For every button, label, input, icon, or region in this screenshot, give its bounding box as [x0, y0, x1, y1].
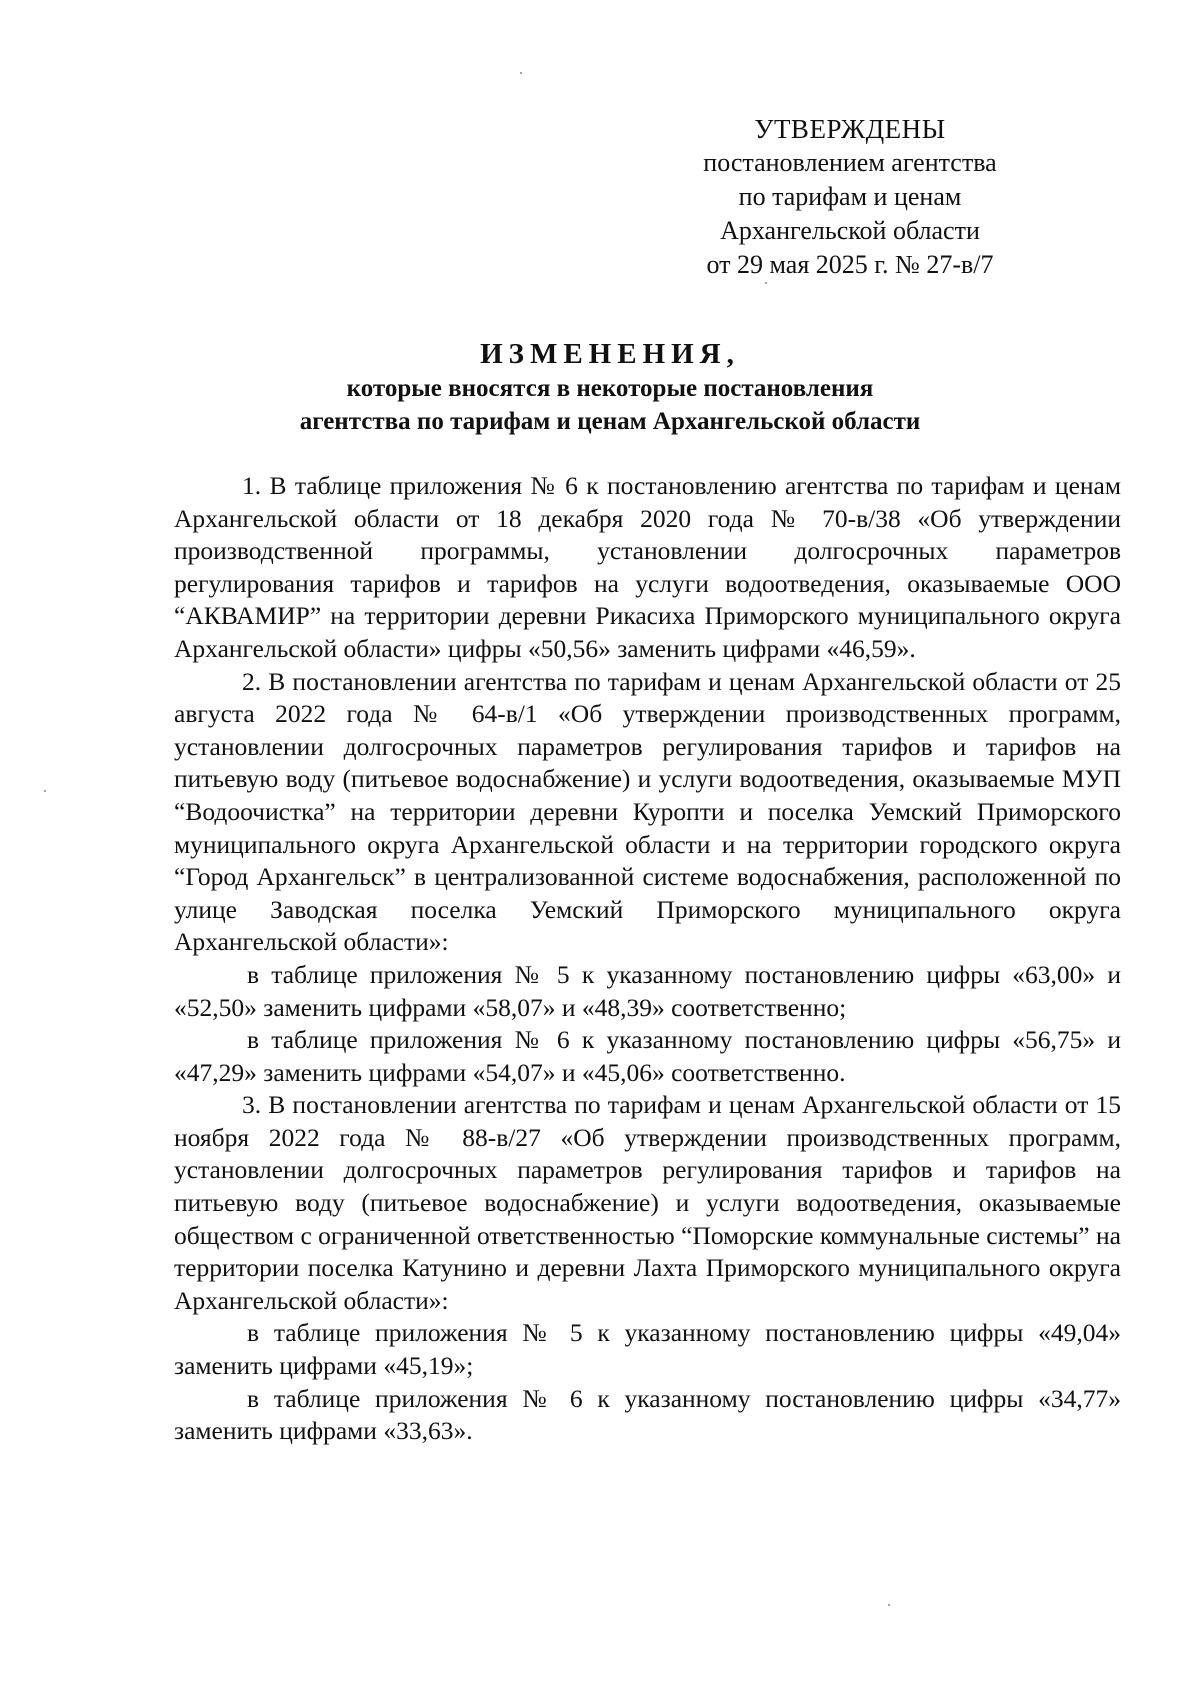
document-title: ИЗМЕНЕНИЯ, — [480, 338, 740, 370]
approval-line: постановлением агентства — [703, 148, 997, 177]
approval-line: по тарифам и ценам — [738, 182, 962, 211]
approval-stamp — [690, 112, 1010, 282]
approval-heading: УТВЕРЖДЕНЫ — [754, 114, 946, 144]
scan-speck — [44, 790, 46, 792]
subparagraph: в таблице приложения № 6 к указанному постановлению цифры «34,77» заменить цифрами «33,63». — [174, 1383, 1121, 1446]
subparagraph: в таблице приложения № 5 к указанному постановлению цифры «63,00» и «52,50» заменить цифрами «58,07» и «48,39» соответственно; — [174, 959, 1121, 1022]
subparagraph: в таблице приложения № 6 к указанному постановлению цифры «56,75» и «47,29» заменить цифрами «54,07» и «45,06» соответственно. — [174, 1025, 1121, 1087]
document-body — [174, 470, 1121, 1448]
document-title-block — [170, 336, 1050, 438]
document-subtitle: агентства по тарифам и ценам Архангельской области — [299, 408, 921, 435]
approval-line: Архангельской области — [720, 216, 980, 245]
scan-speck — [765, 282, 767, 284]
paragraph-item-1: 1. В таблице приложения № 6 к постановлению агентства по тарифам и ценам Архангельской области от 18 декабря 2020 года № 70-в/38 «Об утверждении производственной программы, установлении долгосрочных параметров регулирования тарифов и тарифов на услуги водоотведения, оказываемые ООО “АКВАМИР” на территории деревни Рикасиха Приморского муниципального округа Архангельской области» цифры «50,56» заменить цифрами «46,59». — [174, 471, 1121, 663]
subparagraph: в таблице приложения № 5 к указанному постановлению цифры «49,04» заменить цифрами «45,19»; — [174, 1318, 1121, 1381]
document-subtitle: которые вносятся в некоторые постановления — [346, 375, 874, 402]
paragraph-item-2: 2. В постановлении агентства по тарифам и ценам Архангельской области от 25 августа 2022 года № 64-в/1 «Об утверждении производственных программ, установлении долгосрочных параметров регулирования тарифов и тарифов на питьевую воду (питьевое водоснабжение) и услуги водоотведения, оказываемые МУП “Водоочистка” на территории деревни Куропти и поселка Уемский Приморского муниципального округа Архангельской области и на территории городского округа “Город Архангельск” в централизованной системе водоснабжения, расположенной по улице Заводская поселка Уемский Приморского муниципального округа Архангельской области»: — [174, 666, 1121, 957]
scan-speck — [520, 72, 522, 74]
approval-date-number: от 29 мая 2025 г. № 27-в/7 — [706, 250, 994, 279]
paragraph-item-3: 3. В постановлении агентства по тарифам и ценам Архангельской области от 15 ноября 2022 года № 88-в/27 «Об утверждении производственных программ, установлении долгосрочных параметров регулирования тарифов и тарифов на питьевую воду (питьевое водоснабжение) и услуги водоотведения, оказываемые обществом с ограниченной ответственностью “Поморские коммунальные системы” на территории поселка Катунино и деревни Лахта Приморского муниципального округа Архангельской области»: — [174, 1090, 1121, 1315]
scan-speck — [888, 1604, 890, 1606]
